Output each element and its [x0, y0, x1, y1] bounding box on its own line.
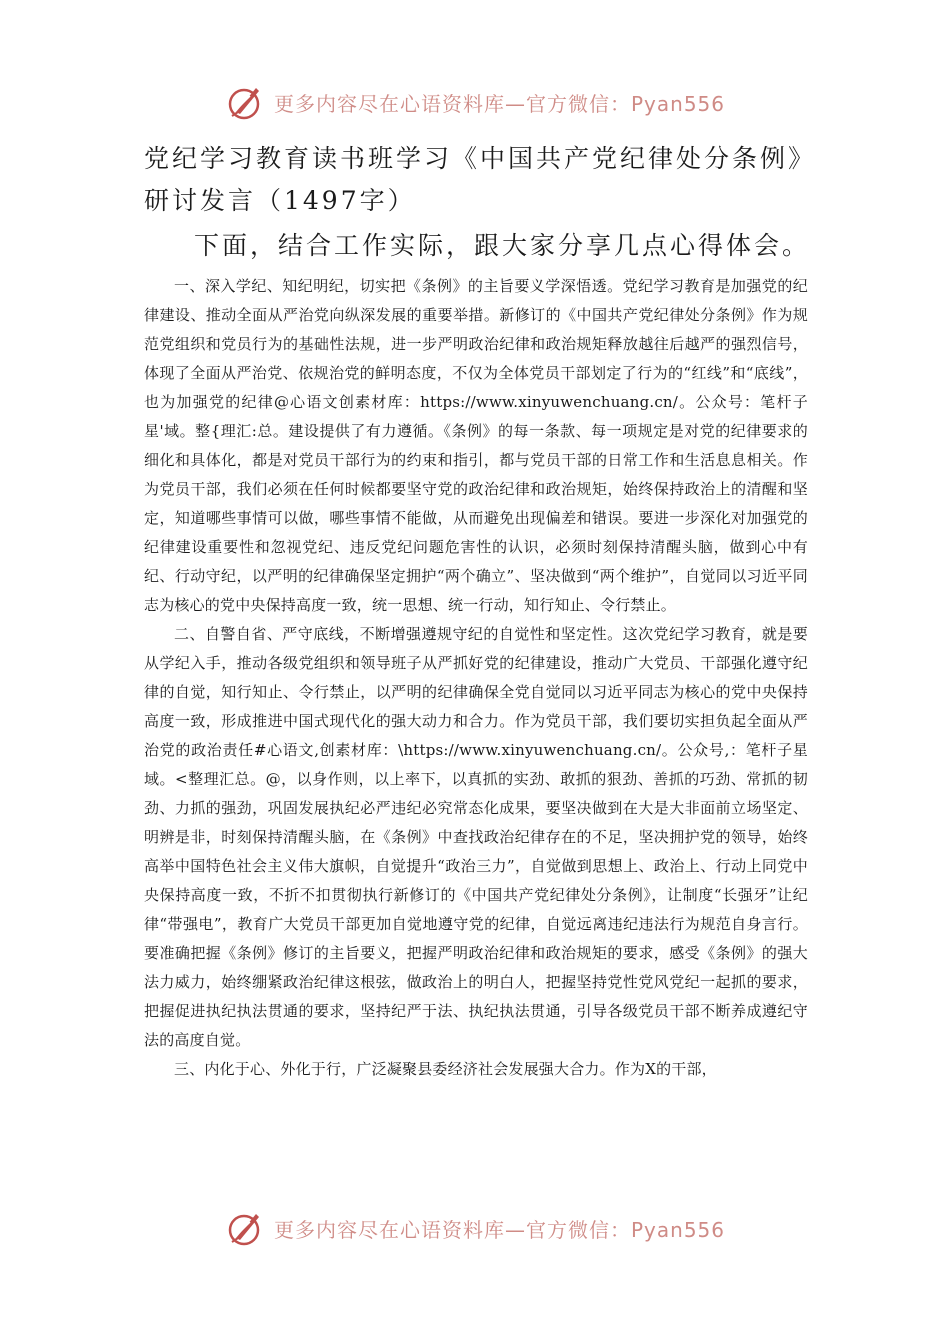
- watermark-banner-bottom: [226, 1206, 746, 1250]
- quill-seal-logo-icon: [226, 82, 266, 122]
- watermark-banner-text: 更多内容尽在心语资料库—官方微信：Pyan556: [274, 1217, 726, 1242]
- quill-seal-logo-icon: [226, 1208, 266, 1248]
- body-paragraph-1: 一、深入学纪、知纪明纪，切实把《条例》的主旨要义学深悟透。党纪学习教育是加强党的纪律建设、推动全面从严治党向纵深发展的重要举措。新修订的《中国共产党纪律处分条例》作为规范党组织和党员行为的基础性法规，进一步严明政治纪律和政治规矩释放越往后越严的强烈信号，体现了全面从严治党、依规治党的鲜明态度，不仅为全体党员干部划定了行为的“红线”和“底线”，也为加强党的纪律@心语文创素材库：https://www.xinyuwenchuang.cn/。公众号：笔杆子星'域。整{理汇:总。建设提供了有力遵循。《条例》的每一条款、每一项规定是对党的纪律要求的细化和具体化，都是对党员干部行为的约束和指引，都与党员干部的日常工作和生活息息相关。作为党员干部，我们必须在任何时候都要坚守党的政治纪律和政治规矩，始终保持政治上的清醒和坚定，知道哪些事情可以做，哪些事情不能做，从而避免出现偏差和错误。要进一步深化对加强党的纪律建设重要性和忽视党纪、违反党纪问题危害性的认识，必须时刻保持清醒头脑，做到心中有纪、行动守纪，以严明的纪律确保坚定拥护“两个确立”、坚决做到“两个维护”，自觉同以习近平同志为核心的党中央保持高度一致，统一思想、统一行动，知行知止、令行禁止。: [144, 277, 808, 614]
- document-subtitle: 下面，结合工作实际，跟大家分享几点心得体会。: [194, 231, 811, 260]
- watermark-banner-top: [226, 80, 746, 124]
- watermark-banner-text: 更多内容尽在心语资料库—官方微信：Pyan556: [274, 91, 726, 116]
- body-paragraph-3: 三、内化于心、外化于行，广泛凝聚县委经济社会发展强大合力。作为X的干部，: [174, 1060, 717, 1078]
- document-body: [144, 272, 808, 1084]
- document-title: 党纪学习教育读书班学习《中国共产党纪律处分条例》研讨发言（1497字）: [144, 144, 817, 215]
- body-paragraph-2: 二、自警自省、严守底线，不断增强遵规守纪的自觉性和坚定性。这次党纪学习教育，就是要从学纪入手，推动各级党组织和领导班子从严抓好党的纪律建设，推动广大党员、干部强化遵守纪律的自觉，知行知止、令行禁止，以严明的纪律确保全党自觉同以习近平同志为核心的党中央保持高度一致，形成推进中国式现代化的强大动力和合力。作为党员干部，我们要切实担负起全面从严治党的政治责任#心语文,创素材库：\https://www.xinyuwenchuang.cn/。公众号,：笔杆子星域。<整理汇总。@，以身作则，以上率下，以真抓的实劲、敢抓的狠劲、善抓的巧劲、常抓的韧劲、力抓的强劲，巩固发展执纪必严违纪必究常态化成果，要坚决做到在大是大非面前立场坚定、明辨是非，时刻保持清醒头脑，在《条例》中查找政治纪律存在的不足，坚决拥护党的领导，始终高举中国特色社会主义伟大旗帜，自觉提升“政治三力”，自觉做到思想上、政治上、行动上同党中央保持高度一致，不折不扣贯彻执行新修订的《中国共产党纪律处分条例》，让制度“长强牙”让纪律“带强电”，教育广大党员干部更加自觉地遵守党的纪律，自觉远离违纪违法行为规范自身言行。要准确把握《条例》修订的主旨要义，把握严明政治纪律和政治规矩的要求，感受《条例》的强大法力威力，始终绷紧政治纪律这根弦，做政治上的明白人，把握坚持党性党风党纪一起抓的要求，把握促进执纪执法贯通的要求，坚持纪严于法、执纪执法贯通，引导各级党员干部不断养成遵纪守法的高度自觉。: [144, 625, 808, 1049]
